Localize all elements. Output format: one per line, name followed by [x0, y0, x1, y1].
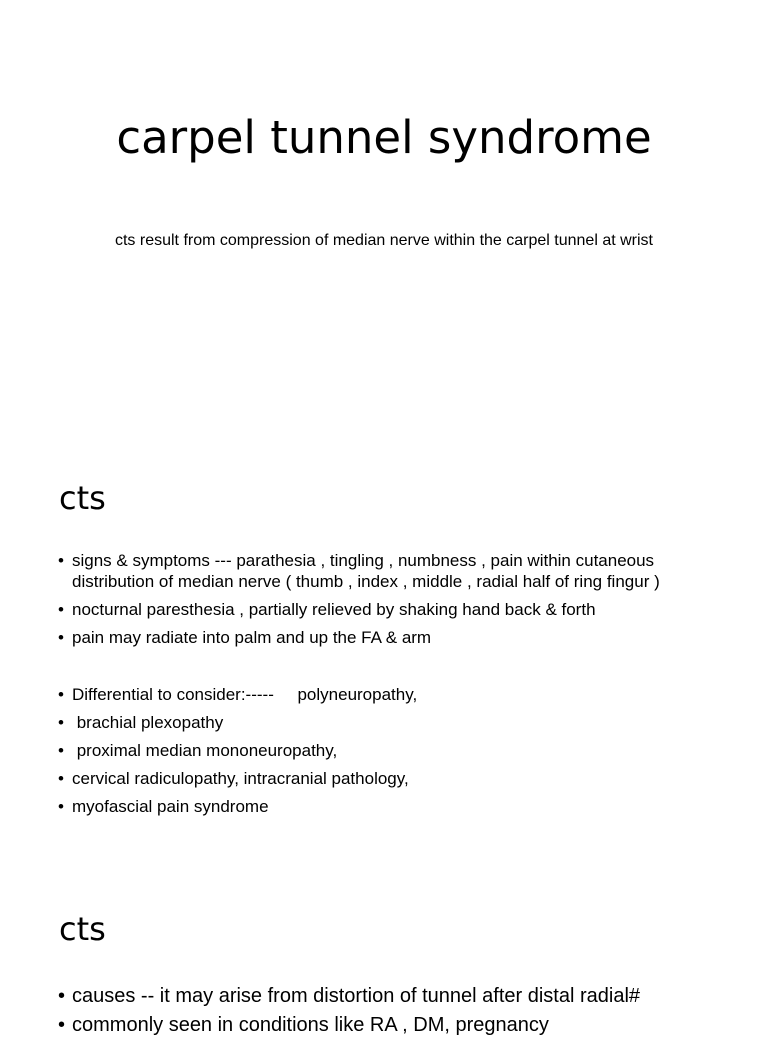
bullet-icon: •	[58, 769, 64, 788]
list-item-text: myofascial pain syndrome	[72, 797, 269, 816]
list-item	[58, 740, 738, 761]
list-item-text: cervical radiculopathy, intracranial pathology,	[72, 769, 409, 788]
bullet-icon: •	[58, 1014, 66, 1036]
list-item-text: pain may radiate into palm and up the FA & arm	[72, 628, 432, 647]
list-item-text: commonly seen in conditions like RA , DM, pregnancy	[72, 1014, 549, 1036]
list-item-text: Differential to consider:----- polyneuropathy,	[72, 685, 418, 704]
list-item	[58, 1012, 738, 1038]
bullet-icon: •	[58, 713, 64, 732]
bullet-icon: •	[58, 628, 64, 647]
bullet-list-causes	[58, 983, 738, 1041]
bullet-icon: •	[58, 600, 64, 619]
list-item	[58, 550, 738, 592]
list-item-text: nocturnal paresthesia , partially relieved by shaking hand back & forth	[72, 600, 596, 619]
bullet-list-symptoms	[58, 550, 738, 655]
list-item-text: signs & symptoms --- parathesia , tingling , numbness , pain within cutaneous distribution of median nerve ( thumb , index , middle , radial half of ring fingur )	[72, 551, 660, 591]
list-item	[58, 768, 738, 789]
slide-title: carpel tunnel syndrome	[116, 111, 652, 164]
bullet-icon: •	[58, 985, 66, 1007]
slide-2	[0, 434, 768, 868]
list-item	[58, 684, 738, 705]
slide-subtitle: cts result from compression of median nerve within the carpel tunnel at wrist	[114, 232, 653, 249]
list-item-text: proximal median mononeuropathy,	[72, 741, 338, 760]
slide-heading: cts	[59, 479, 106, 517]
list-item	[58, 599, 738, 620]
bullet-icon: •	[58, 551, 64, 570]
bullet-icon: •	[58, 741, 64, 760]
list-item-text: causes -- it may arise from distortion of tunnel after distal radial#	[72, 985, 641, 1007]
list-item	[58, 983, 738, 1009]
slide-1	[0, 0, 768, 434]
bullet-list-differential	[58, 684, 738, 824]
list-item	[58, 712, 738, 733]
list-item	[58, 796, 738, 817]
slide-heading: cts	[59, 910, 106, 948]
list-item-text: brachial plexopathy	[72, 713, 224, 732]
bullet-icon: •	[58, 797, 64, 816]
bullet-icon: •	[58, 685, 64, 704]
list-item	[58, 627, 738, 648]
slide-3	[0, 868, 768, 1036]
